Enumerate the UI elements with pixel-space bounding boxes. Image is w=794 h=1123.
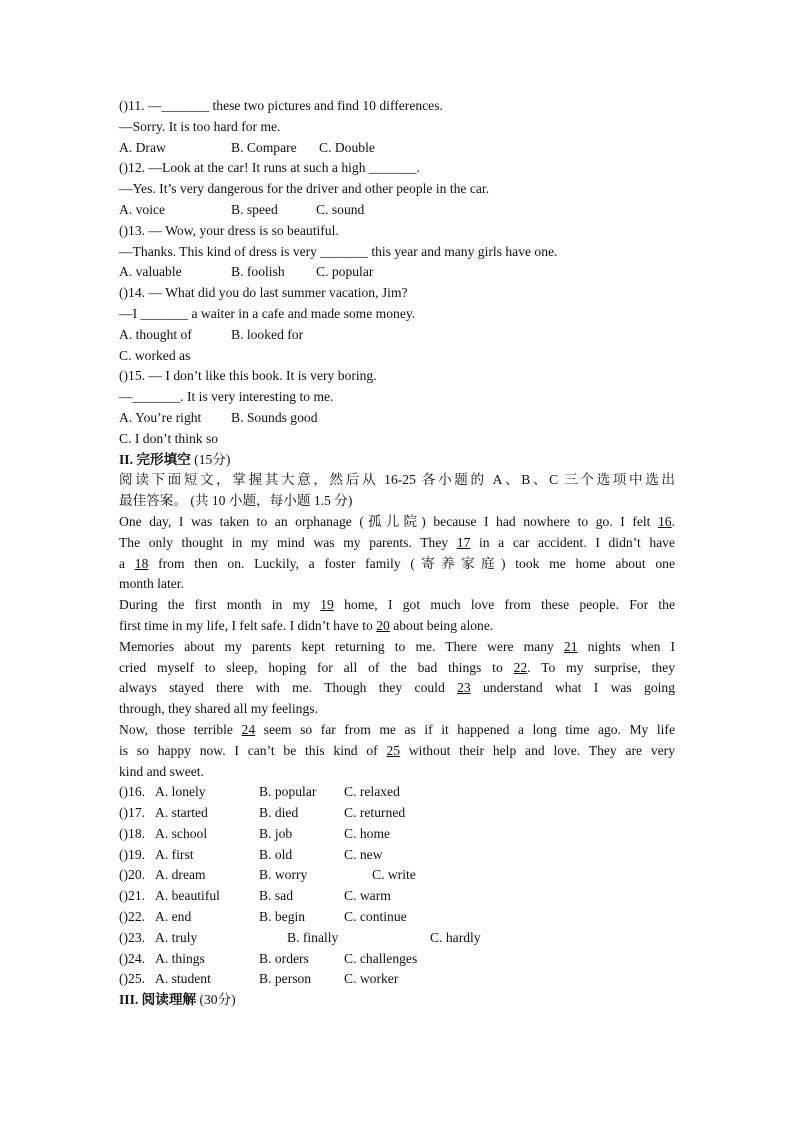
option-c: C. warm xyxy=(344,888,391,904)
question-number: ()16. xyxy=(119,784,146,800)
cloze-question-row xyxy=(119,865,675,886)
passage-line: The only thought in my mind was my parents. They 17 in a car accident. I didn’t have xyxy=(119,534,676,550)
question-number: ()20. xyxy=(119,867,146,883)
section-2-heading xyxy=(119,450,675,471)
passage-line: One day, I was taken to an orphanage (孤儿院) because I had nowhere to go. I felt 16. xyxy=(119,513,675,529)
blank-21: 21 xyxy=(563,638,578,654)
cloze-question-row xyxy=(119,845,675,866)
question-15-reply: —_______. It is very interesting to me. xyxy=(119,389,334,405)
blank-23: 23 xyxy=(457,680,471,696)
blank-18: 18 xyxy=(134,555,149,571)
section-3-title: III. 阅读理解 xyxy=(119,992,197,1008)
section-2-points: (15分) xyxy=(194,451,231,467)
cloze-question-row xyxy=(119,782,675,803)
cloze-question-row xyxy=(119,928,675,949)
option-c: C. challenges xyxy=(344,950,418,966)
question-13-stem: ()13. — Wow, your dress is so beautiful. xyxy=(119,222,339,238)
worksheet-page xyxy=(119,96,675,1011)
question-11-reply: —Sorry. It is too hard for me. xyxy=(119,118,281,134)
question-number: ()17. xyxy=(119,805,146,821)
passage-line: month later. xyxy=(119,576,184,592)
option-c: C. home xyxy=(344,825,391,841)
section-3-heading xyxy=(119,990,675,1011)
option-c: C. popular xyxy=(316,264,374,280)
blank-24: 24 xyxy=(241,721,256,737)
option-b: B. old xyxy=(259,846,293,862)
passage-line: kind and sweet. xyxy=(119,763,204,779)
option-a: A. You’re right xyxy=(119,409,202,425)
option-b: B. orders xyxy=(259,950,309,966)
option-b: B. popular xyxy=(259,784,317,800)
passage-line: Memories about my parents kept returning to me. There were many 21 nights when I xyxy=(119,638,676,654)
question-14-stem: ()14. — What did you do last summer vacation, Jim? xyxy=(119,285,408,301)
option-a: A. end xyxy=(155,909,192,925)
option-b: B. worry xyxy=(259,867,308,883)
option-a: A. lonely xyxy=(155,784,206,800)
option-a: A. things xyxy=(155,950,205,966)
question-11-options xyxy=(119,138,675,159)
option-a: A. voice xyxy=(119,201,166,217)
passage-line: first time in my life, I felt safe. I didn’t have to 20 about being alone. xyxy=(119,617,494,633)
option-c: C. Double xyxy=(319,139,375,155)
question-number: ()18. xyxy=(119,825,146,841)
question-13-reply: —Thanks. This kind of dress is very _______ this year and many girls have one. xyxy=(119,243,558,259)
question-number: ()25. xyxy=(119,971,146,987)
question-number: ()23. xyxy=(119,929,146,945)
question-12-stem: ()12. —Look at the car! It runs at such a high _______. xyxy=(119,160,420,176)
question-number: ()24. xyxy=(119,950,146,966)
question-14-reply: —I _______ a waiter in a cafe and made some money. xyxy=(119,305,416,321)
option-b: B. looked for xyxy=(231,326,304,342)
question-15-stem: ()15. — I don’t like this book. It is very boring. xyxy=(119,368,377,384)
question-12-reply: —Yes. It’s very dangerous for the driver and other people in the car. xyxy=(119,181,490,197)
option-b: B. Sounds good xyxy=(231,409,318,425)
option-a: A. thought of xyxy=(119,326,192,342)
option-a: A. Draw xyxy=(119,139,166,155)
option-c: C. hardly xyxy=(430,929,481,945)
cloze-question-row xyxy=(119,969,675,990)
option-a: A. student xyxy=(155,971,211,987)
question-15-option-c: C. I don’t think so xyxy=(119,430,219,446)
section-3-points: (30分) xyxy=(199,992,236,1008)
option-a: A. first xyxy=(155,846,194,862)
option-a: A. valuable xyxy=(119,264,182,280)
blank-22: 22 xyxy=(513,659,528,675)
passage-line: a 18 from then on. Luckily, a foster family (寄养家庭) took me home about one xyxy=(119,555,676,571)
option-b: B. person xyxy=(259,971,312,987)
passage-line: through, they shared all my feelings. xyxy=(119,701,318,717)
blank-17: 17 xyxy=(456,534,471,550)
option-c: C. returned xyxy=(344,805,406,821)
option-c: C. new xyxy=(344,846,383,862)
passage-line: cried myself to sleep, hoping for all of the bad things to 22. To my surprise, they xyxy=(119,659,675,675)
cloze-question-list xyxy=(119,782,675,990)
option-c: C. sound xyxy=(316,201,365,217)
section-2-title: II. 完形填空 xyxy=(119,451,191,467)
option-b: B. Compare xyxy=(231,139,297,155)
option-b: B. begin xyxy=(259,909,306,925)
cloze-question-row xyxy=(119,803,675,824)
option-c: C. continue xyxy=(344,909,407,925)
option-a: A. beautiful xyxy=(155,888,220,904)
question-number: ()22. xyxy=(119,909,146,925)
question-14-options xyxy=(119,325,675,346)
option-b: B. sad xyxy=(259,888,293,904)
option-a: A. school xyxy=(155,825,208,841)
option-a: A. dream xyxy=(155,867,206,883)
question-14-option-c: C. worked as xyxy=(119,347,191,363)
blank-19: 19 xyxy=(320,597,334,613)
blank-25: 25 xyxy=(386,742,401,758)
question-15-options xyxy=(119,408,675,429)
cloze-question-row xyxy=(119,824,675,845)
blank-16: 16 xyxy=(658,513,672,529)
section-2-instruction: 阅读下面短文，掌握其大意，然后从 16-25 各小题的 A、B、C 三个选项中选出 xyxy=(119,472,675,488)
option-b: B. finally xyxy=(287,929,339,945)
section-2-instruction-cont: 最佳答案。 (共 10 小题，每小题 1.5 分) xyxy=(119,493,353,509)
question-12-options xyxy=(119,200,675,221)
option-b: B. died xyxy=(259,805,299,821)
question-13-options xyxy=(119,262,675,283)
question-number: ()21. xyxy=(119,888,146,904)
option-b: B. foolish xyxy=(231,264,285,280)
passage-line: Now, those terrible 24 seem so far from me as if it happened a long time ago. My life xyxy=(119,721,675,737)
option-a: A. started xyxy=(155,805,208,821)
passage-line: During the first month in my 19 home, I got much love from these people. For the xyxy=(119,597,675,613)
option-c: C. worker xyxy=(344,971,399,987)
blank-20: 20 xyxy=(376,617,390,633)
question-11-stem: ()11. —_______ these two pictures and find 10 differences. xyxy=(119,98,443,113)
option-a: A. truly xyxy=(155,929,198,945)
option-c: C. write xyxy=(372,867,416,883)
cloze-question-row xyxy=(119,907,675,928)
cloze-question-row xyxy=(119,949,675,970)
passage-line: always stayed there with me. Though they could 23 understand what I was going xyxy=(119,680,675,696)
option-c: C. relaxed xyxy=(344,784,400,800)
option-b: B. speed xyxy=(231,201,278,217)
option-b: B. job xyxy=(259,825,293,841)
passage-line: is so happy now. I can’t be this kind of 25 without their help and love. They are very xyxy=(119,742,676,758)
cloze-question-row xyxy=(119,886,675,907)
question-number: ()19. xyxy=(119,846,146,862)
